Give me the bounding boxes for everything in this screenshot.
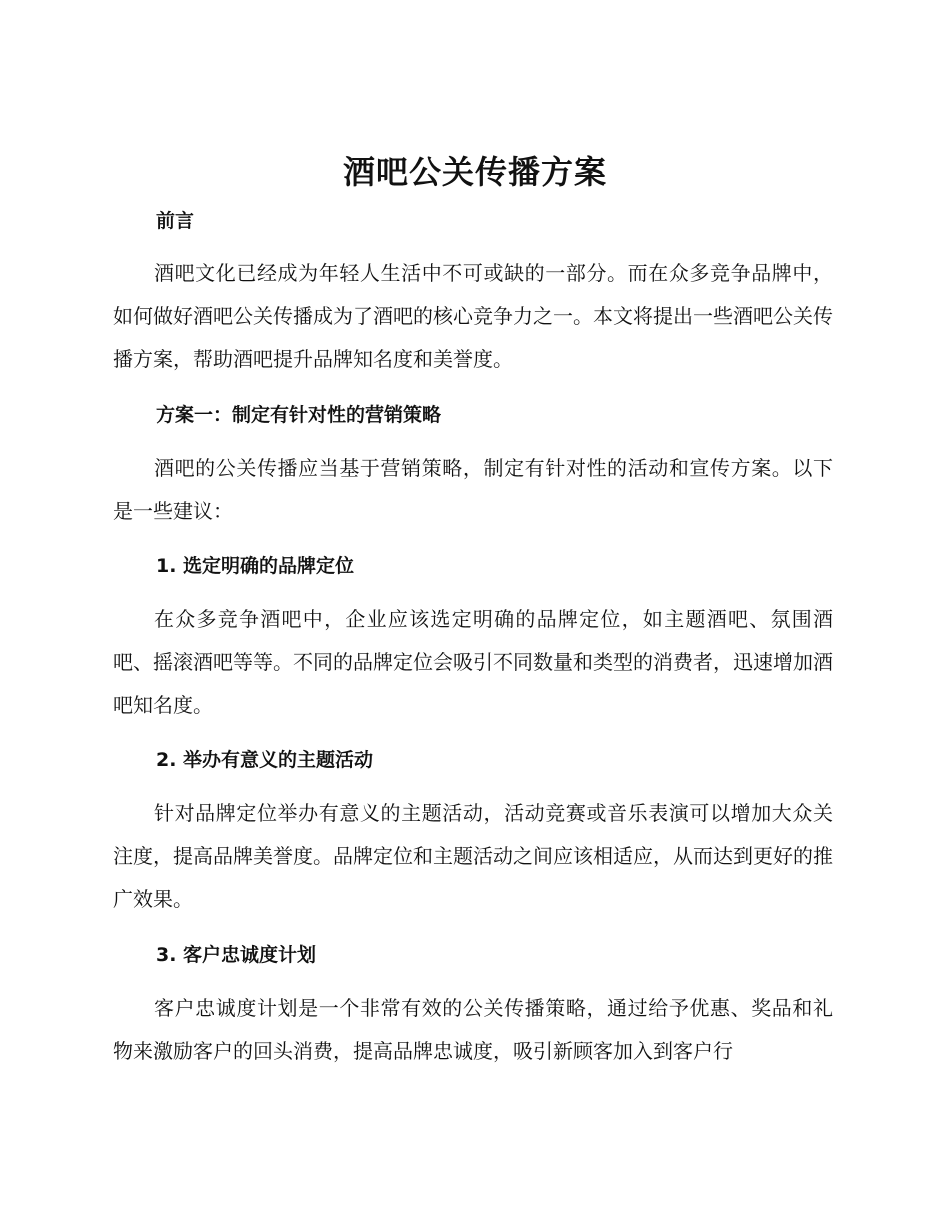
paragraph-theme-events: 针对品牌定位举办有意义的主题活动，活动竞赛或音乐表演可以增加大众关注度，提高品牌美誉度。品牌定位和主题活动之间应该相适应，从而达到更好的推广效果。 <box>113 801 833 911</box>
section-heading-theme-events: 2. 举办有意义的主题活动 <box>156 749 374 771</box>
paragraph-preface: 酒吧文化已经成为年轻人生活中不可或缺的一部分。而在众多竞争品牌中，如何做好酒吧公关传播成为了酒吧的核心竞争力之一。本文将提出一些酒吧公关传播方案，帮助酒吧提升品牌知名度和美誉度。 <box>113 261 833 371</box>
document-title: 酒吧公关传播方案 <box>342 153 607 191</box>
section-heading-loyalty-program: 3. 客户忠诚度计划 <box>156 944 317 966</box>
section-heading-preface: 前言 <box>156 210 195 232</box>
paragraph-plan-one: 酒吧的公关传播应当基于营销策略，制定有针对性的活动和宣传方案。以下是一些建议： <box>113 456 833 523</box>
paragraph-loyalty-program: 客户忠诚度计划是一个非常有效的公关传播策略，通过给予优惠、奖品和礼物来激励客户的回头消费，提高品牌忠诚度，吸引新顾客加入到客户行 <box>113 996 833 1063</box>
section-heading-brand-positioning: 1. 选定明确的品牌定位 <box>156 555 355 577</box>
section-heading-plan-one: 方案一：制定有针对性的营销策略 <box>156 404 442 426</box>
paragraph-brand-positioning: 在众多竞争酒吧中，企业应该选定明确的品牌定位，如主题酒吧、氛围酒吧、摇滚酒吧等等。不同的品牌定位会吸引不同数量和类型的消费者，迅速增加酒吧知名度。 <box>113 607 833 717</box>
